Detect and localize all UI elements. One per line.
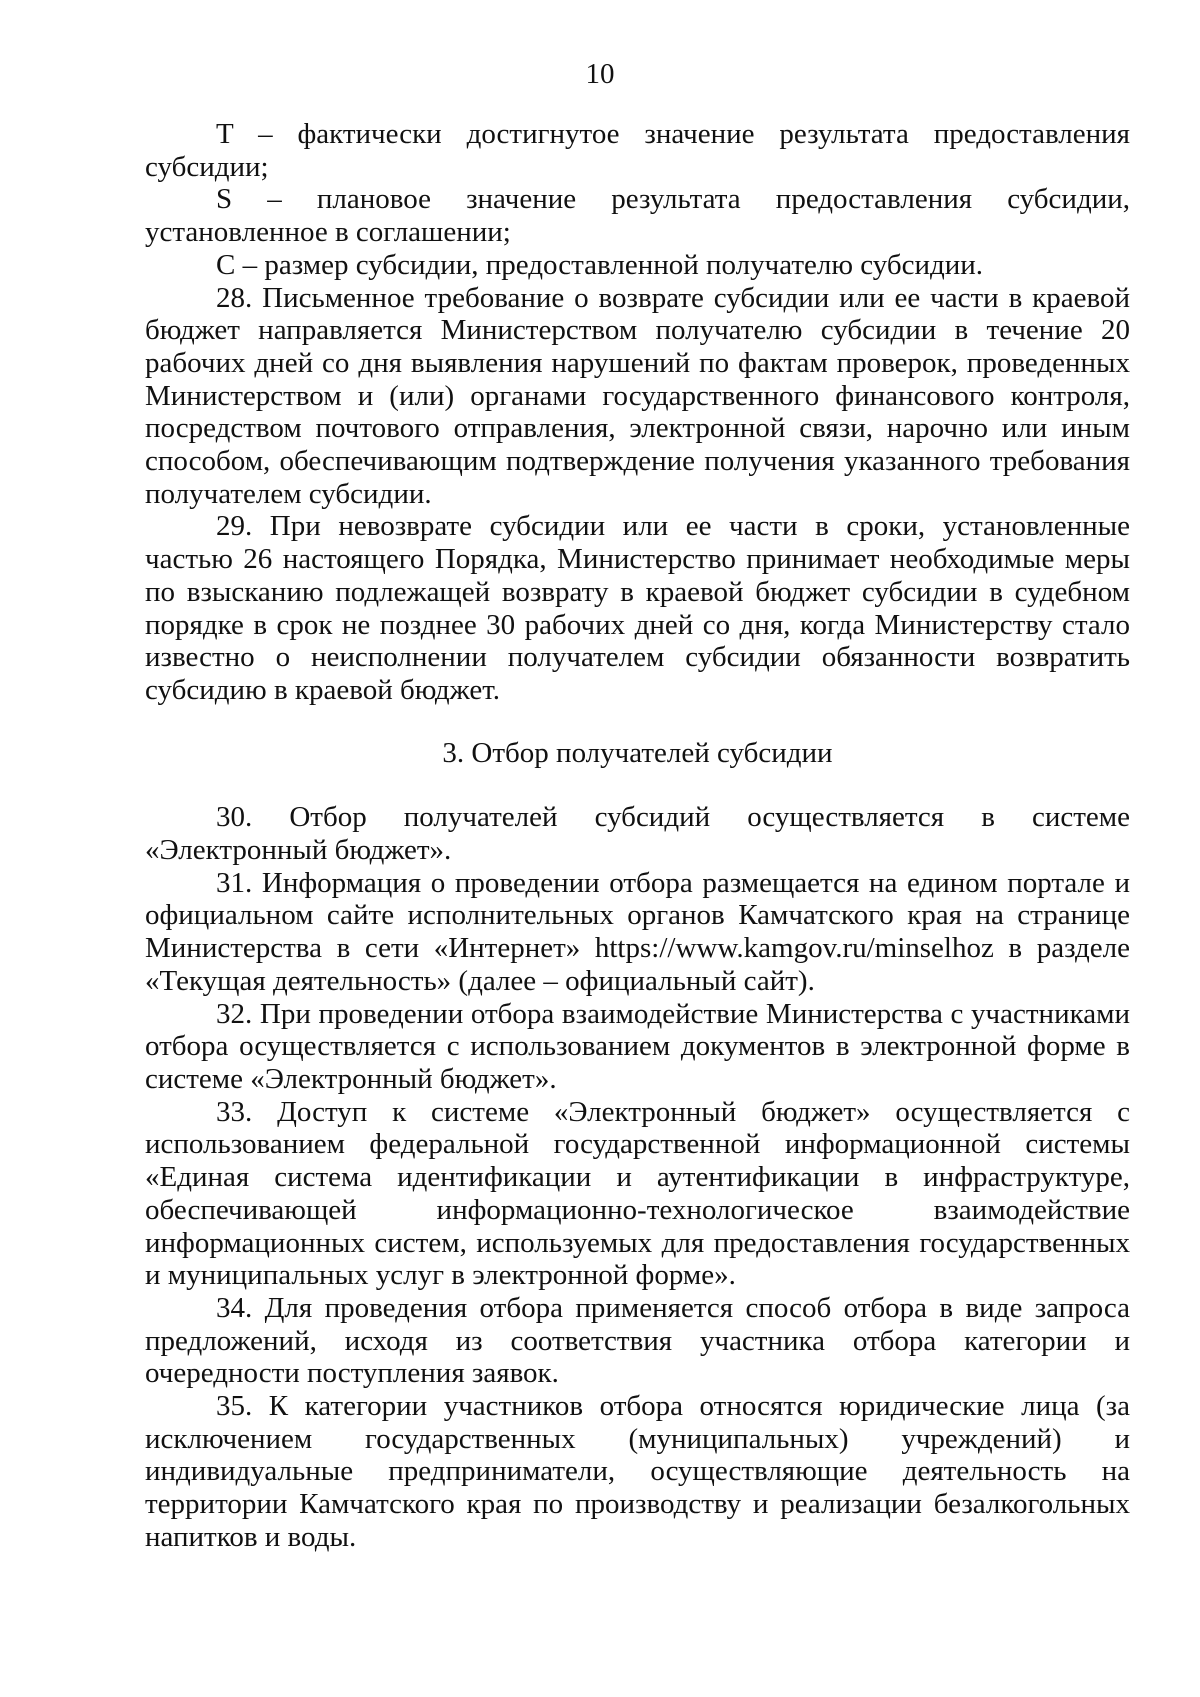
paragraph-t-definition: T – фактически достигнутое значение результата предоставления субсидии;	[145, 118, 1130, 183]
section-heading: 3. Отбор получателей субсидии	[442, 736, 833, 769]
paragraph-30: 30. Отбор получателей субсидий осуществляется в системе «Электронный бюджет».	[145, 801, 1130, 867]
spacer	[145, 769, 1130, 801]
paragraph-31: 31. Информация о проведении отбора размещается на едином портале и официальном сайте исполнительных органов Камчатского края на странице Министерства в сети «Интернет» https://www.kamgov.ru/minselhoz в разделе «Текущая деятельность» (далее – официальный сайт).	[145, 866, 1130, 997]
document-body	[145, 118, 1130, 1554]
paragraph-32: 32. При проведении отбора взаимодействие Министерства с участниками отбора осуществляется с использованием документов в электронной форме в системе «Электронный бюджет».	[145, 997, 1130, 1095]
paragraph-c-definition: C – размер субсидии, предоставленной получателю субсидии.	[216, 248, 984, 281]
paragraph-28: 28. Письменное требование о возврате субсидии или ее части в краевой бюджет направляется Министерством получателю субсидии в течение 20 рабочих дней со дня выявления нарушений по фактам проверок, проведенных Министерством и (или) органами государственного финансового контроля, посредством почтового отправления, электронной связи, нарочно или иным способом, обеспечивающим подтверждение получения указанного требования получателем субсидии.	[145, 281, 1130, 510]
paragraph-s-definition: S – плановое значение результата предоставления субсидии, установленное в соглашении;	[145, 183, 1130, 249]
paragraph-33: 33. Доступ к системе «Электронный бюджет» осуществляется с использованием федеральной государственной информационной системы «Единая система идентификации и аутентификации в инфраструктуре, обеспечивающей информационно-технологическое взаимодействие информационных систем, используемых для предоставления государственных и муниципальных услуг в электронной форме».	[145, 1095, 1130, 1292]
spacer	[145, 707, 1130, 737]
page-number: 10	[585, 58, 615, 90]
paragraph-34: 34. Для проведения отбора применяется способ отбора в виде запроса предложений, исходя из соответствия участника отбора категории и очередности поступления заявок.	[145, 1291, 1130, 1390]
paragraph-29: 29. При невозврате субсидии или ее части в сроки, установленные частью 26 настоящего Порядка, Министерство принимает необходимые меры по взысканию подлежащей возврату в краевой бюджет субсидии в судебном порядке в срок не позднее 30 рабочих дней со дня, когда Министерству стало известно о неисполнении получателем субсидии обязанности возвратить субсидию в краевой бюджет.	[145, 510, 1130, 706]
paragraph-35: 35. К категории участников отбора относятся юридические лица (за исключением государственных (муниципальных) учреждений) и индивидуальные предприниматели, осуществляющие деятельность на территории Камчатского края по производству и реализации безалкогольных напитков и воды.	[145, 1390, 1130, 1553]
